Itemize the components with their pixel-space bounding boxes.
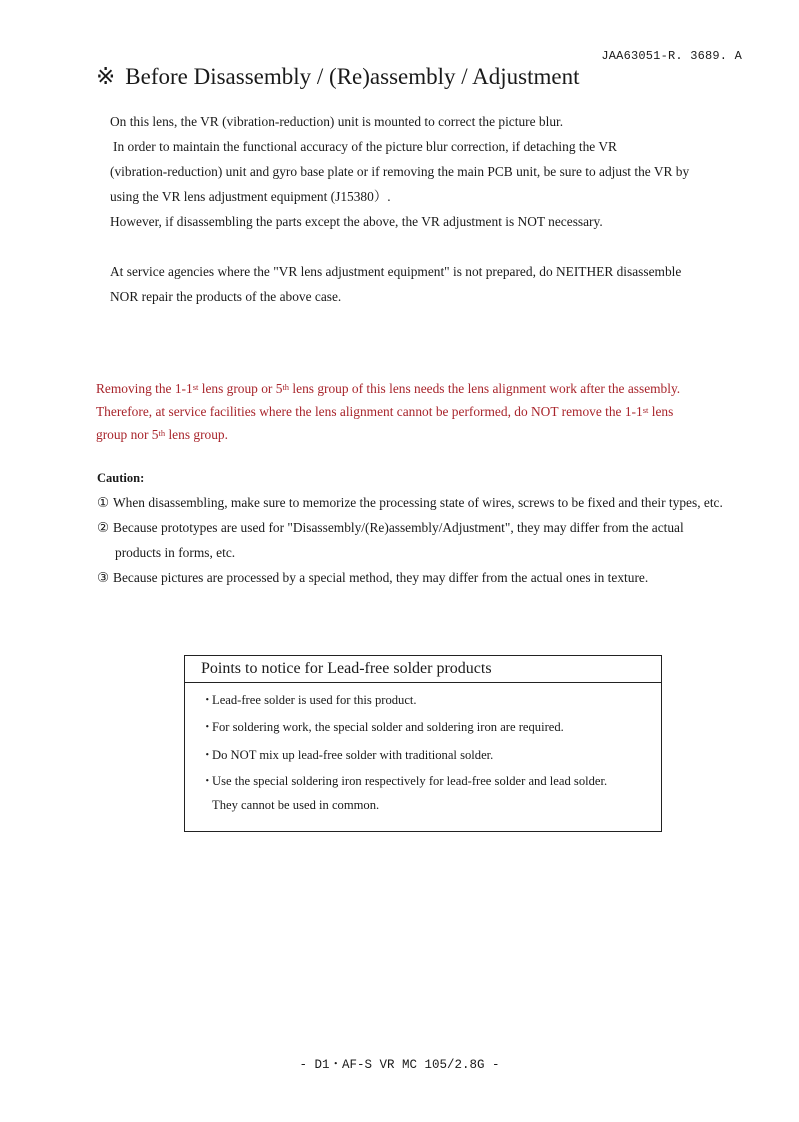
document-number: JAA63051-R. 3689. A: [601, 49, 742, 63]
caution-item: ② Because prototypes are used for "Disassembly/(Re)assembly/Adjustment", they may differ from the actual: [97, 515, 757, 540]
notice-box-title: Points to notice for Lead-free solder products: [185, 656, 661, 683]
warning-line: group nor 5th lens group.: [96, 427, 228, 442]
notice-item: ・Do NOT mix up lead-free solder with traditional solder.: [201, 741, 661, 769]
notice-box-body: [185, 683, 661, 817]
intro-section: [110, 109, 750, 309]
warning-line: Therefore, at service facilities where the lens alignment cannot be performed, do NOT remove the 1-1st lens: [96, 404, 674, 419]
reference-mark-icon: ※: [96, 64, 116, 89]
notice-item: ・Use the special soldering iron respectively for lead-free solder and lead solder.: [201, 769, 661, 793]
circled-two-icon: ②: [97, 520, 110, 535]
caution-item: ③ Because pictures are processed by a special method, they may differ from the actual ones in texture.: [97, 565, 757, 590]
page-title: [96, 64, 579, 90]
intro-line: In order to maintain the functional accuracy of the picture blur correction, if detaching the VR: [113, 139, 617, 154]
bullet-icon: ・: [201, 774, 214, 788]
circled-three-icon: ③: [97, 570, 110, 585]
alignment-warning: [96, 377, 746, 446]
intro-line: using the VR lens adjustment equipment (J15380）.: [110, 189, 391, 204]
intro-line: At service agencies where the "VR lens adjustment equipment" is not prepared, do NEITHER disassemble: [110, 264, 682, 279]
bullet-icon: ・: [201, 720, 214, 734]
intro-line: (vibration-reduction) unit and gyro base plate or if removing the main PCB unit, be sure to adjust the VR by: [110, 164, 690, 179]
notice-item: ・For soldering work, the special solder and soldering iron are required.: [201, 713, 661, 741]
notice-item: ・Lead-free solder is used for this product.: [201, 687, 661, 713]
circled-one-icon: ①: [97, 495, 110, 510]
caution-item: ① When disassembling, make sure to memorize the processing state of wires, screws to be fixed and their types, etc.: [97, 490, 757, 515]
page-footer: - D1・AF-S VR MC 105/2.8G -: [299, 1058, 500, 1072]
intro-line: NOR repair the products of the above case.: [110, 289, 342, 304]
caution-item-continuation: products in forms, etc.: [115, 545, 236, 560]
bullet-icon: ・: [201, 693, 214, 707]
warning-line: Removing the 1-1st lens group or 5th lens group of this lens needs the lens alignment work after the assembly.: [96, 381, 681, 396]
caution-list: [97, 490, 757, 590]
bullet-icon: ・: [201, 748, 214, 762]
page-title-text: Before Disassembly / (Re)assembly / Adjustment: [125, 64, 580, 89]
notice-item-continuation: They cannot be used in common.: [212, 798, 380, 812]
lead-free-notice-box: [184, 655, 662, 832]
intro-line: However, if disassembling the parts except the above, the VR adjustment is NOT necessary.: [110, 214, 603, 229]
caution-heading: Caution:: [97, 471, 145, 485]
intro-line: On this lens, the VR (vibration-reduction) unit is mounted to correct the picture blur.: [110, 114, 564, 129]
